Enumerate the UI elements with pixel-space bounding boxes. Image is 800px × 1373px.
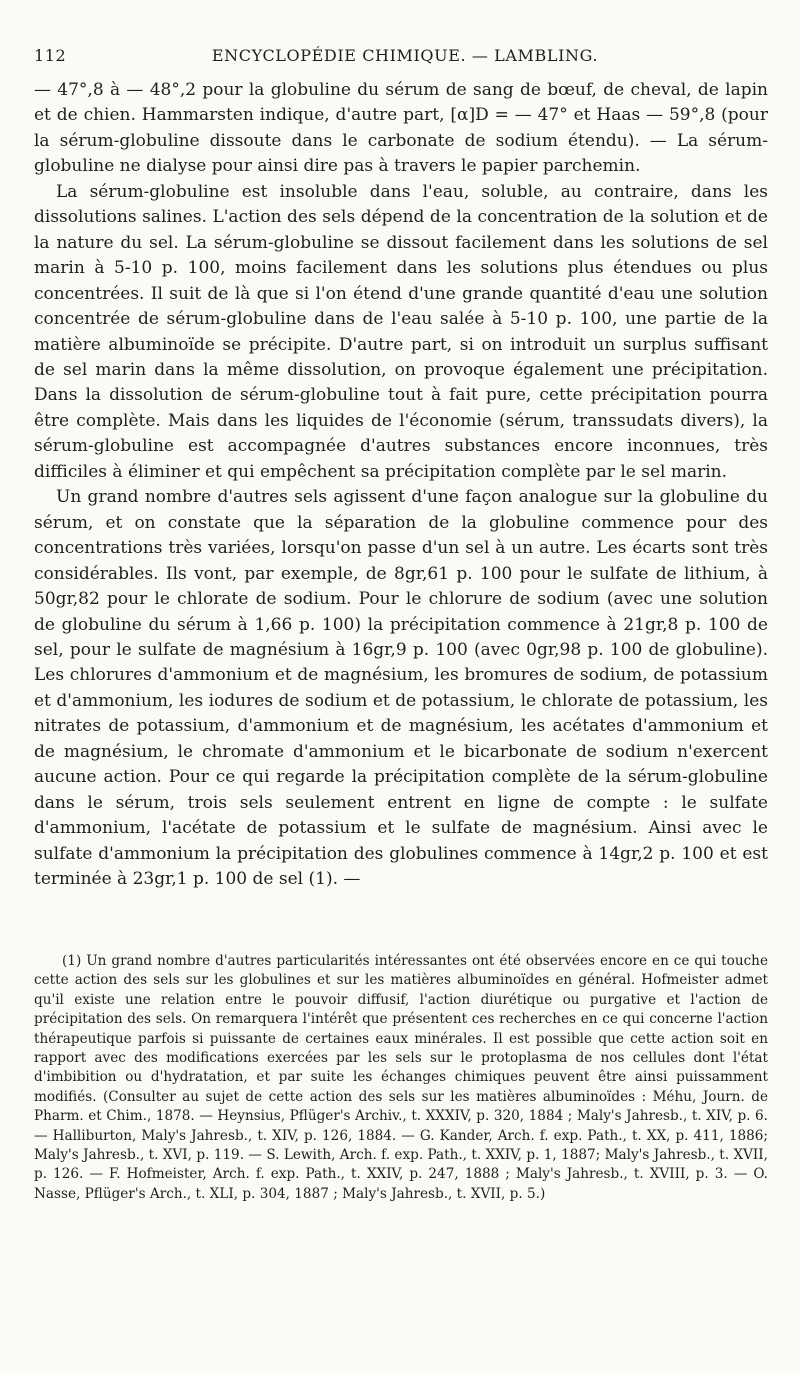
page-header bbox=[34, 40, 766, 70]
running-title: ENCYCLOPÉDIE CHIMIQUE. — LAMBLING. bbox=[211, 45, 599, 65]
footnote-1: (1) Un grand nombre d'autres particularités intéressantes ont été observées encore en ce qui touche cette action des sels sur les globulines et sur les matières albuminoïdes en général. Hofmeister admet qu'il existe une relation entre le pouvoir diffusif, l'action diurétique ou purgative et l'action de précipitation des sels. On remarquera l'intérêt que présentent ces recherches en ce qui concerne l'action thérapeutique parfois si puissante de certaines eaux minérales. Il est possible que cette action soit en rapport avec des modifications exercées par les sels sur le protoplasma de nos cellules dont l'état d'imbibition ou d'hydratation, et par suite les échanges chimiques peuvent être ainsi puissamment modifiés. (Consulter au sujet de cette action des sels sur les matières albuminoïdes : Méhu, Journ. de Pharm. et Chim., 1878. — Heynsius, Pflüger's Archiv., t. XXXIV, p. 320, 1884 ; Maly's Jahresb., t. XIV, p. 6. — Halliburton, Maly's Jahresb., t. XIV, p. 126, 1884. — G. Kander, Arch. f. exp. Path., t. XX, p. 411, 1886; Maly's Jahresb., t. XVI, p. 119. — S. Lewith, Arch. f. exp. Path., t. XXIV, p. 1, 1887; Maly's Jahresb., t. XVII, p. 126. — F. Hofmeister, Arch. f. exp. Path., t. XXIV, p. 247, 1888 ; Maly's Jahresb., t. XVIII, p. 3. — O. Nasse, Pflüger's Arch., t. XLI, p. 304, 1887 ; Maly's Jahresb., t. XVII, p. 5.) bbox=[34, 953, 768, 1202]
paragraph-1: — 47°,8 à — 48°,2 pour la globuline du sérum de sang de bœuf, de cheval, de lapin et de chien. Hammarsten indique, d'autre part, [α]D = — 47° et Haas — 59°,8 (pour la sérum-globuline dissoute dans le carbonate de sodium étendu). — La sérum-globuline ne dialyse pour ainsi dire pas à travers le papier parchemin. bbox=[34, 80, 768, 177]
body-text bbox=[34, 78, 768, 893]
footnotes bbox=[34, 952, 768, 1204]
paragraph-2: La sérum-globuline est insoluble dans l'eau, soluble, au contraire, dans les dissolutions salines. L'action des sels dépend de la concentration de la solution et de la nature du sel. La sérum-globuline se dissout facilement dans les solutions de sel marin à 5-10 p. 100, moins facilement dans les solutions plus étendues ou plus concentrées. Il suit de là que si l'on étend d'une grande quantité d'eau une solution concentrée de sérum-globuline dans de l'eau salée à 5-10 p. 100, une partie de la matière albuminoïde se précipite. D'autre part, si on introduit un surplus suffisant de sel marin dans la même dissolution, on provoque également une précipitation. Dans la dissolution de sérum-globuline tout à fait pure, cette précipitation pourra être complète. Mais dans les liquides de l'économie (sérum, transsudats divers), la sérum-globuline est accompagnée d'autres substances encore inconnues, très difficiles à éliminer et qui empêchent sa précipitation complète par le sel marin. bbox=[34, 181, 768, 482]
paragraph-3: Un grand nombre d'autres sels agissent d'une façon analogue sur la globuline du sérum, et on constate que la séparation de la globuline commence pour des concentrations très variées, lorsqu'on passe d'un sel à un autre. Les écarts sont très considérables. Ils vont, par exemple, de 8gr,61 p. 100 pour le sulfate de lithium, à 50gr,82 pour le chlorate de sodium. Pour le chlorure de sodium (avec une solution de globuline du sérum à 1,66 p. 100) la précipitation commence à 21gr,8 p. 100 de sel, pour le sulfate de magnésium à 16gr,9 p. 100 (avec 0gr,98 p. 100 de globuline). Les chlorures d'ammonium et de magnésium, les bromures de sodium, de potassium et d'ammonium, les iodures de sodium et de potassium, le chlorate de potassium, les nitrates de potassium, d'ammonium et de magnésium, les acétates d'ammonium et de magnésium, le chromate d'ammonium et le bicarbonate de sodium n'exercent aucune action. Pour ce qui regarde la précipitation complète de la sérum-globuline dans le sérum, trois sels seulement entrent en ligne de compte : le sulfate d'ammonium, l'acétate de potassium et le sulfate de magnésium. Ainsi avec le sulfate d'ammonium la précipitation des globulines commence à 14gr,2 p. 100 et est terminée à 23gr,1 p. 100 de sel (1). — bbox=[34, 487, 768, 890]
page-number: 112 bbox=[34, 45, 67, 65]
